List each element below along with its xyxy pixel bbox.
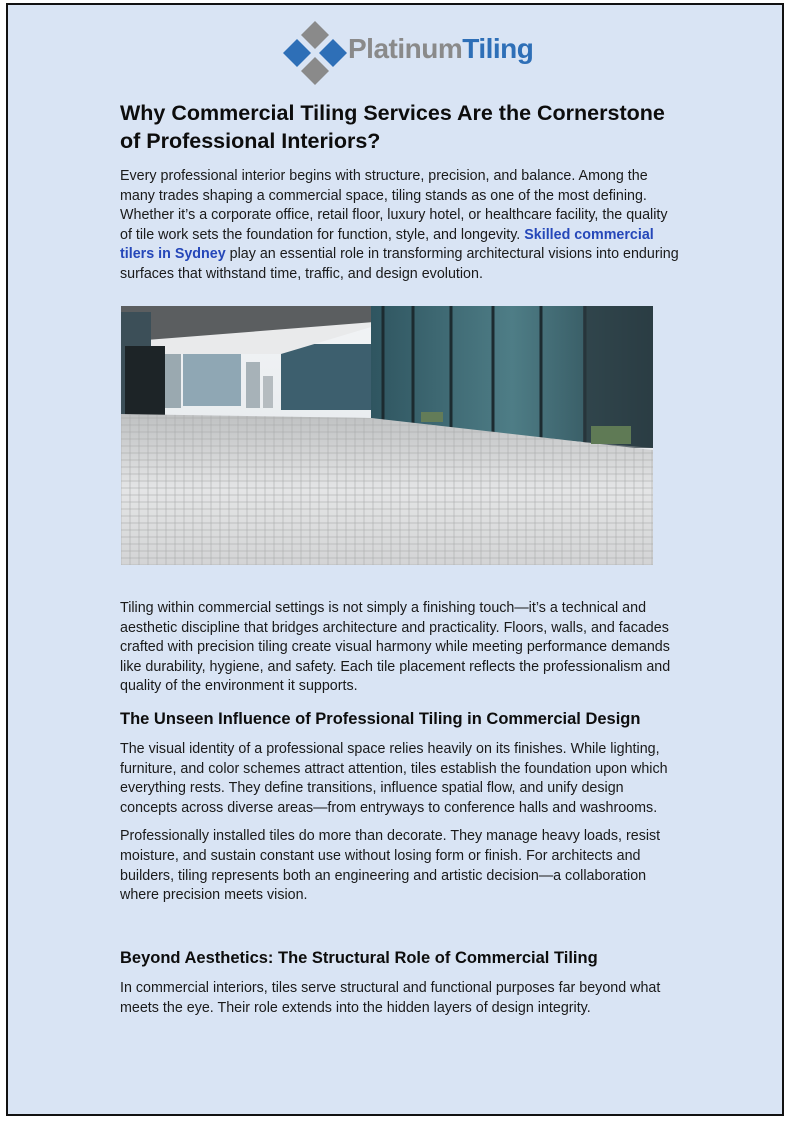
intro-text-before: Every professional interior begins with structure, precision, and balance. Among the many trades shaping a commercial space, tiling stands as one of the most defining. Whether it’s a corporate office, retail floor, luxury hotel, or healthcare facility, the quality of tile work sets the foundation for function, style, and longevity. — [120, 168, 668, 243]
body-paragraph: Professionally installed tiles do more than decorate. They manage heavy loads, resist moisture, and sustain constant use without losing form or finish. For architects and builders, tiling represents both an engineering and artistic decision—a collaboration where precision meets vision. — [120, 828, 661, 904]
logo-wordmark — [348, 33, 533, 65]
commercial-tilers-link[interactable]: Skilled commercial tilers in Sydney — [120, 226, 654, 263]
paragraph-2-block — [120, 599, 680, 697]
section-heading: The Unseen Influence of Professional Tiling in Commercial Design — [120, 710, 641, 728]
intro-block — [120, 167, 680, 285]
body-paragraph: In commercial interiors, tiles serve structural and functional purposes far beyond what meets the eye. Their role extends into the hidden layers of design integrity. — [120, 980, 661, 1016]
intro-text-after: play an essential role in transforming architectural visions into enduring surfaces that withstand time, traffic, and design evolution. — [120, 246, 679, 282]
section-heading: Beyond Aesthetics: The Structural Role of Commercial Tiling — [120, 949, 598, 967]
document-page — [6, 3, 784, 1116]
section-2 — [120, 947, 680, 1018]
body-paragraph: Tiling within commercial settings is not simply a finishing touch—it’s a technical and aesthetic discipline that bridges architecture and practicality. Floors, walls, and facades crafted with precision tiling create visual harmony while meeting performance demands like durability, hygiene, and safety. Each tile placement reflects the professionalism and quality of the environment it supports. — [120, 600, 671, 695]
body-paragraph: The visual identity of a professional space relies heavily on its finishes. While lighting, furniture, and color schemes attract attention, tiles establish the foundation upon which everything rests. They define transitions, influence spatial flow, and unify design concepts across diverse areas—from entryways to conference halls and washrooms. — [120, 741, 668, 816]
page-title: Why Commercial Tiling Services Are the Cornerstone of Professional Interiors? — [120, 101, 665, 153]
intro-paragraph — [120, 167, 680, 285]
article-title-block — [120, 99, 680, 155]
section-1 — [120, 708, 680, 906]
logo-word-platinum: Platinum — [348, 33, 463, 64]
hero-image-tiled-plaza — [121, 306, 653, 565]
platinum-tiling-logo[interactable] — [280, 19, 560, 85]
diamond-logo-icon — [280, 19, 350, 85]
logo-word-tiling: Tiling — [462, 33, 534, 64]
